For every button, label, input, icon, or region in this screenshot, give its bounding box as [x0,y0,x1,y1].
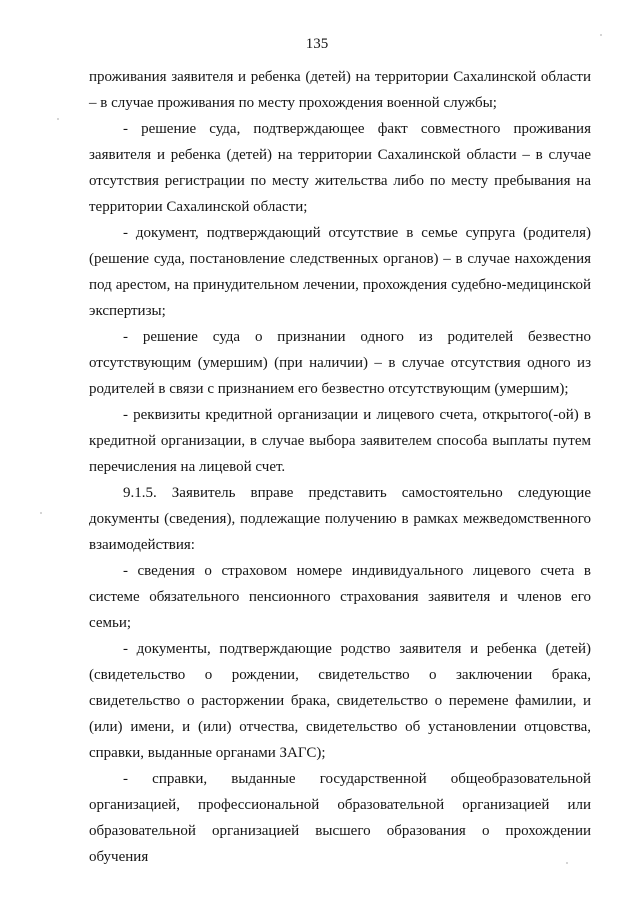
paragraph: - решение суда о признании одного из родителей безвестно отсутствующим (умершим) (при наличии) – в случае отсутствия одного из родителей в связи с признанием его безвестно отсутствующим (умершим); [89,329,591,397]
paragraph: проживания заявителя и ребенка (детей) на территории Сахалинской области – в случае проживания по месту прохождения военной службы; [89,69,591,111]
scan-speck [40,512,42,514]
page-number: 135 [305,36,329,52]
paragraph: - документ, подтверждающий отсутствие в семье супруга (родителя) (решение суда, постановление следственных органов) – в случае нахождения под арестом, на принудительном лечении, прохождения судебно-медицинской экспертизы; [89,225,591,319]
paragraph: - решение суда, подтверждающее факт совместного проживания заявителя и ребенка (детей) на территории Сахалинской области – в случае отсутствия регистрации по месту жительства либо по месту пребывания на территории Сахалинской области; [89,121,591,215]
scan-speck [57,118,59,120]
paragraph: - документы, подтверждающие родство заявителя и ребенка (детей) (свидетельство о рождении, свидетельство о заключении брака, свидетельство о расторжении брака, свидетельство о перемене фамилии, и (или) имени, и (или) отчества, свидетельство об установлении отцовства, справки, выданные органами ЗАГС); [89,641,591,761]
paragraph: - сведения о страховом номере индивидуального лицевого счета в системе обязательного пенсионного страхования заявителя и членов его семьи; [89,563,591,631]
paragraph: 9.1.5. Заявитель вправе представить самостоятельно следующие документы (сведения), подлежащие получению в рамках межведомственного взаимодействия: [89,485,591,553]
scan-speck [566,862,568,864]
page-body [89,64,591,870]
scan-speck [600,34,602,36]
paragraph: - реквизиты кредитной организации и лицевого счета, открытого(-ой) в кредитной организации, в случае выбора заявителем способа выплаты путем перечисления на лицевой счет. [89,407,591,475]
paragraph: - справки, выданные государственной общеобразовательной организацией, профессиональной образовательной организацией или образовательной организацией высшего образования о прохождении обучения [89,771,591,865]
